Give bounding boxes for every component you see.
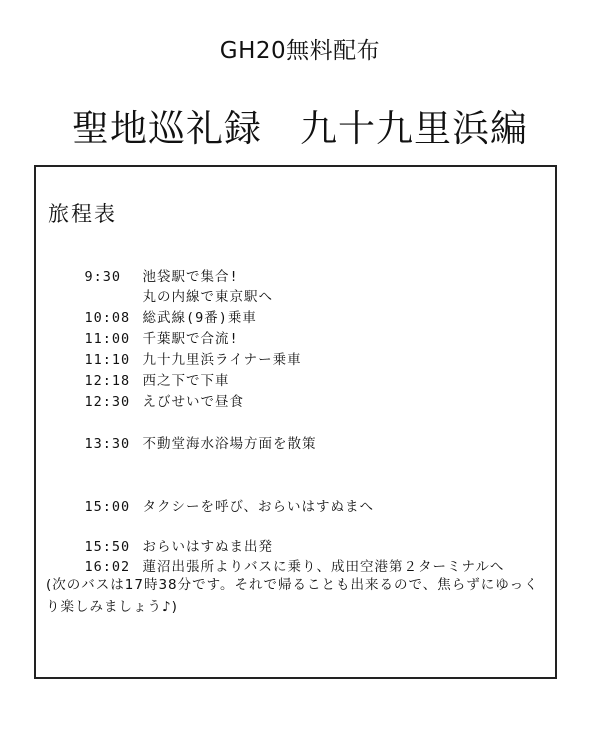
itinerary-row	[48, 414, 317, 474]
itinerary-panel	[34, 165, 557, 679]
row-text: 九十九里浜ライナー乗車	[142, 352, 302, 368]
itinerary-note: (次のバスは17時38分です。それで帰ることも出来るので、焦らずにゆっくり楽しみましょう♪)	[46, 577, 539, 615]
row-text: 池袋駅で集合!	[142, 269, 239, 285]
row-time: 15:50	[84, 539, 131, 555]
itinerary-heading: 旅程表	[48, 202, 117, 226]
row-time: 15:00	[84, 499, 131, 515]
row-text: 千葉駅で合流!	[142, 331, 239, 347]
row-text: 丸の内線で東京駅へ	[142, 289, 274, 305]
row-time: 11:00	[84, 331, 131, 347]
row-time: 12:30	[84, 394, 131, 410]
row-time: 13:30	[84, 436, 131, 452]
row-time: 10:08	[84, 310, 131, 326]
row-text: 蓮沼出張所よりバスに乗り、成田空港第２ターミナルへ	[142, 559, 505, 575]
row-time: 16:02	[84, 559, 131, 575]
row-text: 総武線(9番)乗車	[142, 310, 257, 326]
row-text: えびせいで昼食	[142, 394, 245, 410]
row-text: タクシーを呼び、おらいはすぬまへ	[142, 499, 374, 515]
row-time: 12:18	[84, 373, 131, 389]
row-time: 9:30	[84, 269, 122, 285]
row-time: 11:10	[84, 352, 131, 368]
row-text: 不動堂海水浴場方面を散策	[142, 436, 317, 452]
page-title: 聖地巡礼録 九十九里浜編	[72, 107, 528, 150]
subtitle: GH20無料配布	[219, 38, 381, 64]
row-text: 西之下で下車	[142, 373, 230, 389]
row-text: おらいはすぬま出発	[142, 539, 274, 555]
